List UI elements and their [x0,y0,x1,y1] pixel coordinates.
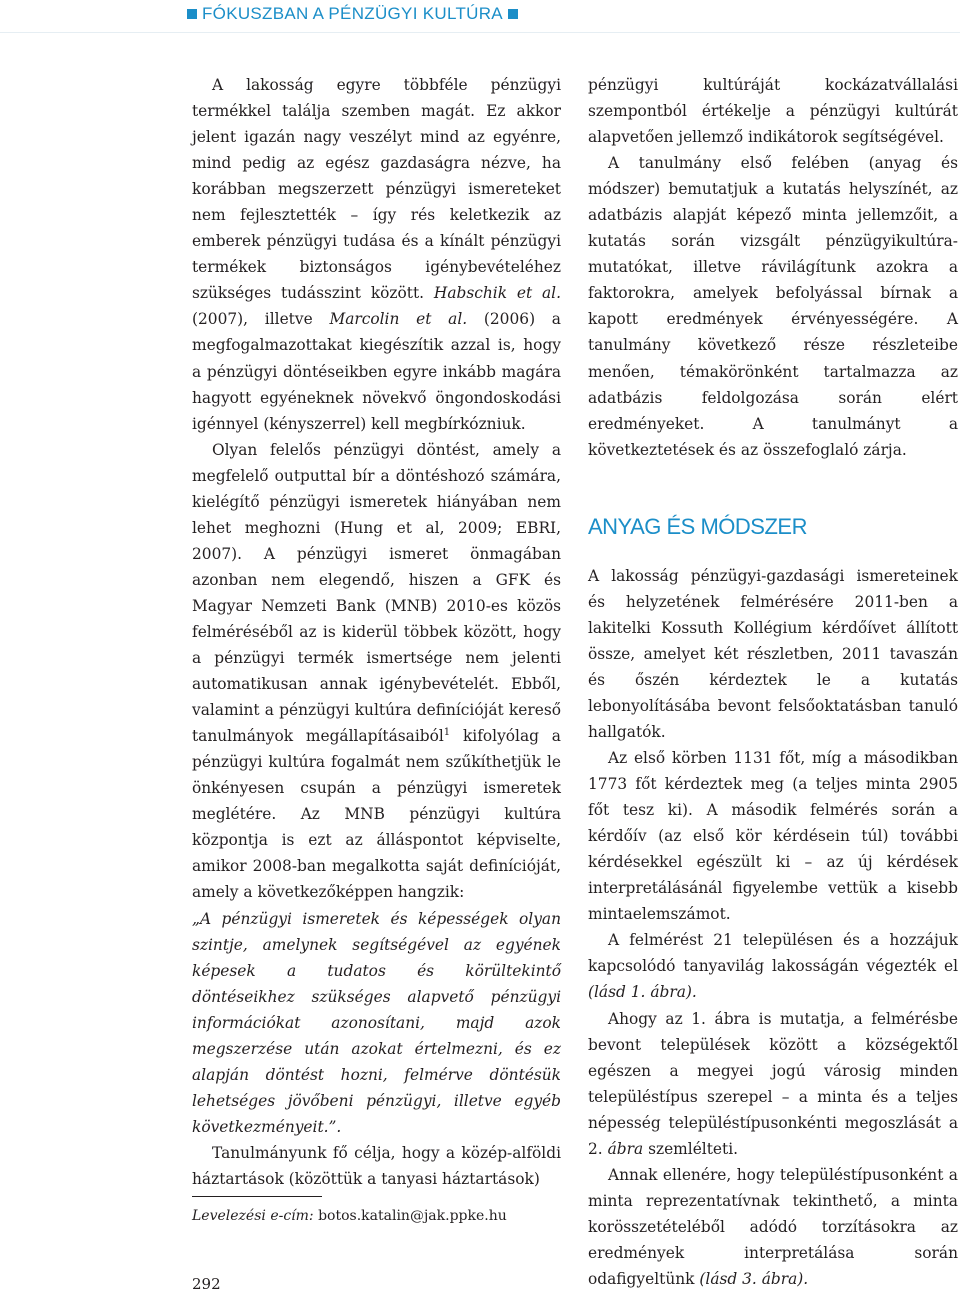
right-paragraph-5 [588,927,958,1005]
left-p1-mid: (2007), illetve [192,310,313,329]
footnote-marker: 1 [443,727,451,739]
right-paragraph-4: Az első körben 1131 főt, míg a másodikban 1773 főt kérdeztek meg (a teljes minta 2905 főt tesz ki). A második felmérés során a kérdőív (az első kör kérdésein túl) további kérdésekkel egészült ki – az új kérdések interpretálásánál figyelembe vettük a kisebb mintaelemszámot. [588,749,958,924]
right-p5-text: A felmérést 21 településen és a hozzájuk kapcsolódó tanyavilág lakosságán végezték el [588,931,958,976]
left-p2-text-a: Olyan felelős pénzügyi döntést, amely a megfelelő outputtal bír a döntéshozó számára, kielégítő pénzügyi ismeretek hiányában nem lehet meghozni (Hung et al, 2009; EBRI, 2007). A pénzügyi ismeret önmagában azonban nem elegendő, hiszen a GFK és Magyar Nemzeti Bank (MNB) 2010-es közös felméréséből az is kiderül többek között, hogy a pénzügyi termék ismertsége nem jelenti automatikusan annak igénybevételét. Ebből, valamint a pénzügyi kultúra definícióját kereső tanulmányok megállapításaiból [192,440,561,746]
left-paragraph-3: Tanulmányunk fő célja, hogy a közép-alföldi háztartások (közöttük a tanyasi háztartások) [192,1143,561,1188]
right-paragraph-2: A tanulmány első felében (anyag és módszer) bemutatjuk a kutatás helyszínét, az adatbázis alapját képező minta jellemzőit, a kutatás során vizsgált pénzügyikultúra-mutatókat, illetve rávilágítunk azokra a faktorokra, amelyek befolyással bírnak a kapott eredmények érvényességére. A tanulmány következő része részleteibe menően, témakörönként tartalmazza az adatbázis feldolgozása során elért eredményeket. A tanulmányt a következtetések és az összefoglaló zárja. [588,154,958,459]
left-p2-text-b: kifolyólag a pénzügyi kultúra fogalmát nem szűkíthetjük le önkényesen csupán a pénzügyi ismeretek meglétére. Az MNB pénzügyi kultúra központja is ezt az álláspontot képviselte, amikor 2008-ban megalkotta saját definícióját, amely a következőképpen hangzik: [192,727,561,902]
left-p1-text: A lakosság egyre többféle pénzügyi termékkel találja szemben magát. Ez akkor jelent igazán nagy veszélyt mind az egyénre, mind pedig az egész gazdaságra nézve, ha korábban megszerzett pénzügyi ismereteket nem fejlesztették – így rés keletkezik az emberek pénzügyi tudása és a kínált pénzügyi termékek biztonságos igénybevételéhez szükséges tudásszint között. [192,76,561,303]
right-p6-text-a: Ahogy az 1. ábra is mutatja, a felmérésbe bevont települések között a községektől egészen a megyei jogú városig minden településtípus szerepel – a minta és a teljes népesség településtípusonkénti megoszlását a 2. [588,1009,958,1158]
right-column [588,72,958,1292]
right-p7-text: Annak ellenére, hogy településtípusonként a minta reprezentatívnak tekinthető, a minta korösszetételéből adódó torzításokra az eredmények interpretálása során odafigyeltünk [588,1165,958,1288]
right-paragraph-7 [588,1162,958,1292]
right-paragraph-1: pénzügyi kultúráját kockázatvállalási szempontból értékelje a pénzügyi kultúrát alapvetően jellemző indikátorok segítségével. [588,76,958,147]
left-paragraph-1 [192,72,561,437]
footnote-label: Levelezési e-cím: [192,1208,314,1224]
definition-quote: „A pénzügyi ismeretek és képességek olyan szintje, amelynek segítségével az egyének képesek a tudatos és körültekintő döntéseikhez szükséges alapvető pénzügyi információkat azonosítani, majd azok megszerzése után azokat értelmezni, és ez alapján döntést hozni, felmérve döntésük lehetséges jövőbeni pénzügyi, illetve egyéb következményeit.”. [192,909,561,1136]
citation-marcolin: Marcolin et al. [329,310,468,329]
page-number: 292 [192,1275,221,1293]
right-paragraph-6 [588,1006,958,1162]
citation-habschik: Habschik et al. [433,284,561,303]
left-column [192,72,561,1192]
header-rule [0,32,960,33]
square-bullet-icon [187,9,197,19]
header-title [182,4,523,24]
section-heading: ANYAG ÉS MÓDSZER [588,513,807,539]
left-paragraph-2 [192,437,561,906]
figure-ref-1: (lásd 1. ábra). [588,983,697,1002]
right-paragraph-3: A lakosság pénzügyi-gazdasági ismereteinek és helyzetének felmérésére 2011-ben a lakitelki Kossuth Kollégium kérdőívet állított össze, amelyet két részletben, 2011 tavaszán és őszén kérdeztek le a kutatás lebonyolításába bevont felsőoktatásban tanuló hallgatók. [588,566,958,741]
footnote [192,1206,507,1226]
running-header [0,0,960,34]
square-bullet-icon [508,9,518,19]
figure-ref-2: ábra [607,1139,644,1158]
left-p1-end: (2006) a megfogalmazottakat kiegészítik azzal is, hogy a pénzügyi döntéseikben egyre inkább magára hagyott egyéneknek növekvő öngondoskodási igénnyel (kényszerrel) kell megbírkózniuk. [192,310,561,433]
footnote-email: botos.katalin@jak.ppke.hu [318,1208,507,1224]
footnote-rule [192,1196,322,1197]
right-p6-text-b: szemlélteti. [648,1139,739,1158]
figure-ref-3: (lásd 3. ábra). [699,1269,809,1288]
header-title-text: FÓKUSZBAN A PÉNZÜGYI KULTÚRA [202,4,503,23]
